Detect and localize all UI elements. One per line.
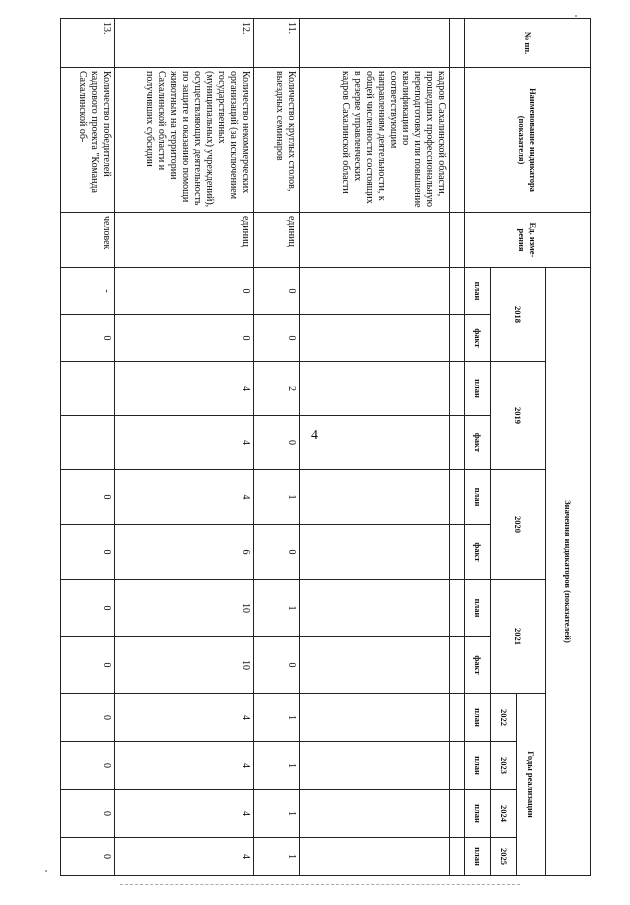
header-plan: план [465, 694, 491, 742]
value-cell: 0 [61, 694, 115, 742]
value-cell: 4 [115, 470, 254, 525]
header-plan: план [465, 268, 491, 315]
table-row [254, 19, 300, 876]
value-cell: 0 [115, 315, 254, 362]
value-cell: 4 [115, 838, 254, 876]
row-number [300, 19, 450, 68]
value-cell [300, 362, 450, 416]
value-cell: 0 [254, 637, 300, 694]
table-row [300, 19, 450, 876]
value-cell [300, 470, 450, 525]
header-year: 2020 [491, 470, 546, 580]
value-cell: 0 [254, 268, 300, 315]
header-plan: план [465, 362, 491, 416]
indicator-name: Количество некоммерческих организаций (за исключением государственных (муниципальных) учреждений), осуществляющих деятельность по защите и оказанию помощи животным на территории Сахалинской области и получивших субсидии [115, 68, 254, 213]
value-cell [300, 694, 450, 742]
header-fact: факт [465, 525, 491, 580]
value-cell: 0 [61, 838, 115, 876]
page-number: 4 [311, 428, 318, 443]
value-cell [61, 416, 115, 470]
header-year: 2022 [491, 694, 517, 742]
unit-cell: человек [61, 213, 115, 268]
header-fact: факт [465, 416, 491, 470]
header-unit: Ед. изме-рения [465, 213, 591, 268]
value-cell: 0 [61, 637, 115, 694]
value-cell: 4 [115, 742, 254, 790]
value-cell: 4 [115, 416, 254, 470]
value-cell: 1 [254, 790, 300, 838]
value-cell: 1 [254, 580, 300, 637]
value-cell: 0 [61, 790, 115, 838]
header-fact: факт [465, 637, 491, 694]
indicator-name: кадров Сахалинской области, прошедших профессиональную переподготовку или повышение квалификации по соответствующим направлениям деятельности, к общей численности состоящих в резерве управленческих кадров Сахалинской области [300, 68, 450, 213]
value-cell [300, 315, 450, 362]
value-cell: 4 [115, 362, 254, 416]
value-cell: 1 [254, 470, 300, 525]
unit-cell: единиц [254, 213, 300, 268]
value-cell [300, 790, 450, 838]
value-cell [300, 525, 450, 580]
header-fact: факт [465, 315, 491, 362]
header-plan: план [465, 470, 491, 525]
indicator-name: Количество победителей кадрового проекта "Команда Сахалинской об- [61, 68, 115, 213]
header-year: 2025 [491, 838, 517, 876]
value-cell: 4 [115, 790, 254, 838]
table-row [115, 19, 254, 876]
header-plan: план [465, 790, 491, 838]
value-cell: - [61, 268, 115, 315]
header-name: Наименование индикатора (показателя) [465, 68, 591, 213]
header-year: 2018 [491, 268, 546, 362]
value-cell: 1 [254, 838, 300, 876]
header-values: Значения индикаторов (показателей) [546, 268, 591, 876]
header-plan: план [465, 838, 491, 876]
scan-artifact-line [120, 884, 520, 885]
row-number: 12. [115, 19, 254, 68]
unit-cell [300, 213, 450, 268]
header-year: 2019 [491, 362, 546, 470]
header-years-real: Годы реализации [517, 694, 546, 876]
header-year: 2023 [491, 742, 517, 790]
value-cell: 0 [61, 580, 115, 637]
value-cell: 0 [61, 525, 115, 580]
value-cell: 0 [254, 315, 300, 362]
value-cell: 1 [254, 742, 300, 790]
header-plan: план [465, 580, 491, 637]
value-cell: 10 [115, 580, 254, 637]
value-cell: 0 [254, 525, 300, 580]
row-number: 13. [61, 19, 115, 68]
indicator-name: Количество круглых столов, выездных семинаров [254, 68, 300, 213]
header-year: 2021 [491, 580, 546, 694]
scan-speck [45, 870, 47, 872]
value-cell [300, 416, 450, 470]
header-plan: план [465, 742, 491, 790]
value-cell: 0 [115, 268, 254, 315]
value-cell [300, 637, 450, 694]
row-number: 11. [254, 19, 300, 68]
value-cell: 0 [254, 416, 300, 470]
rotated-table-container [77, 18, 591, 866]
value-cell: 0 [61, 315, 115, 362]
value-cell: 0 [61, 742, 115, 790]
indicator-table [77, 18, 591, 866]
unit-cell: единиц [115, 213, 254, 268]
value-cell: 10 [115, 637, 254, 694]
table-row [61, 19, 115, 876]
value-cell [300, 742, 450, 790]
header-num: № пп. [465, 19, 591, 68]
value-cell: 2 [254, 362, 300, 416]
value-cell [61, 362, 115, 416]
value-cell: 1 [254, 694, 300, 742]
header-year: 2024 [491, 790, 517, 838]
value-cell: 6 [115, 525, 254, 580]
value-cell [300, 838, 450, 876]
scan-speck [575, 15, 577, 17]
value-cell: 4 [115, 694, 254, 742]
value-cell [300, 268, 450, 315]
value-cell: 0 [61, 470, 115, 525]
value-cell [300, 580, 450, 637]
